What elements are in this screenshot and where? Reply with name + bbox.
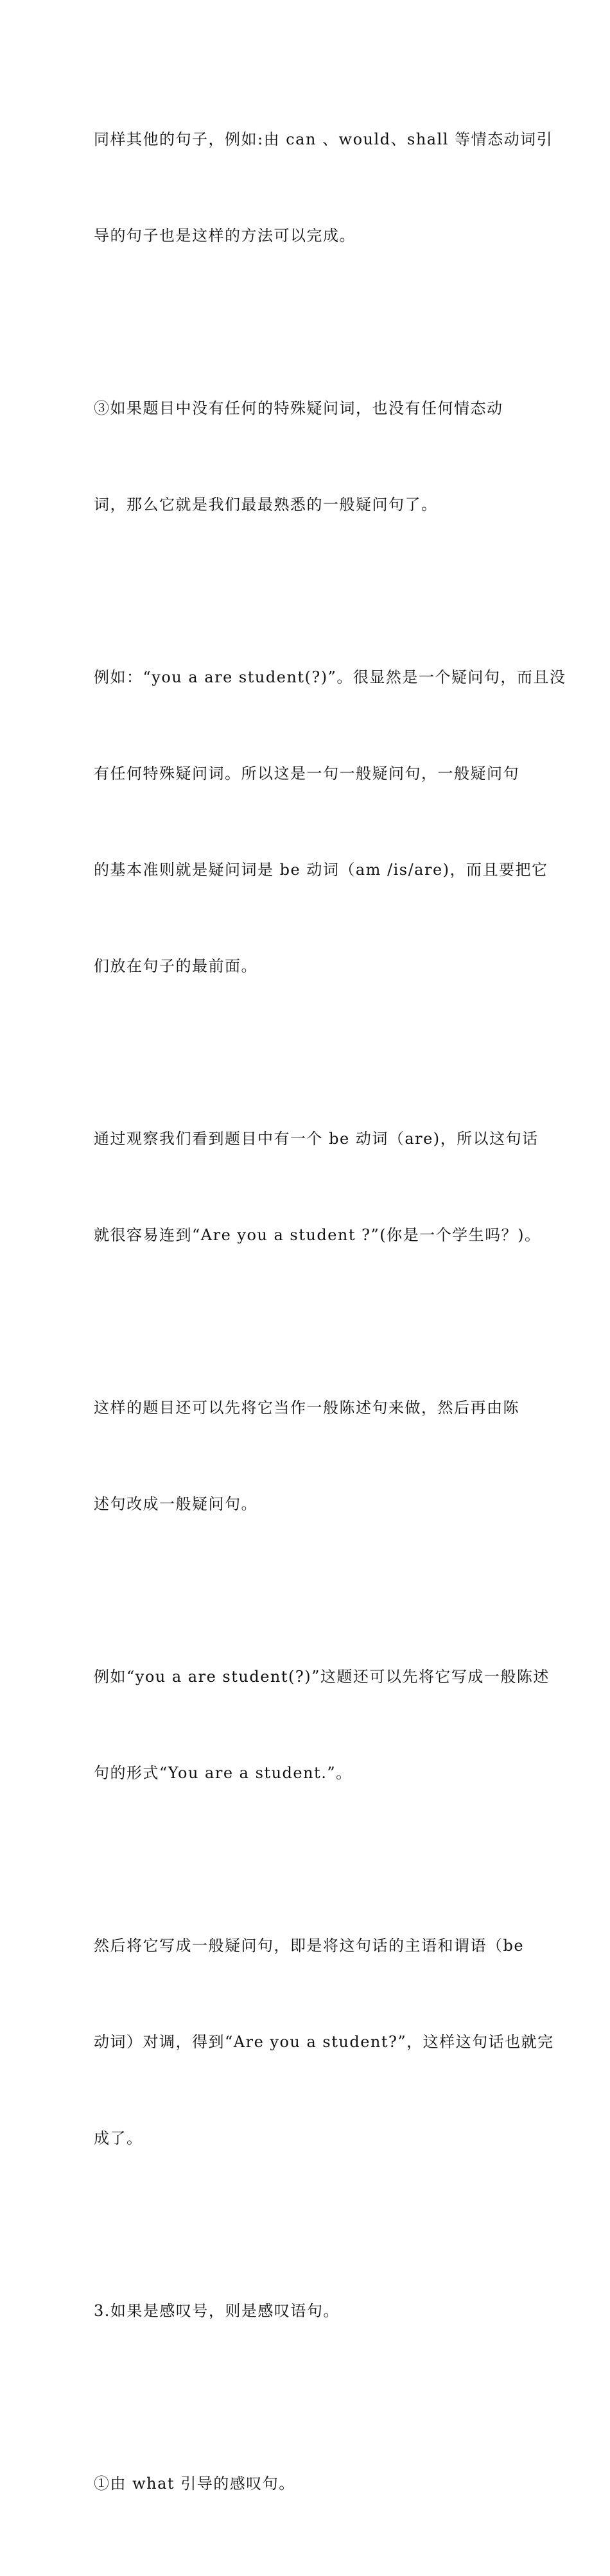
paragraph-example-1: [94, 597, 566, 1046]
text-line: 然后将它写成一般疑问句，即是将这句话的主语和谓语（be: [94, 1937, 525, 1955]
paragraph-swap: [94, 1865, 554, 2218]
text-line: ①由 what 引导的感叹句。: [94, 2475, 295, 2493]
paragraph-example-2: [94, 1596, 550, 1853]
text-line: 导的句子也是这样的方法可以完成。: [94, 227, 356, 245]
text-line: 例如：“you a are student(?)”。很显然是一个疑问句，而且没: [94, 668, 566, 686]
document-page: [94, 59, 566, 2576]
text-line: 3.如果是感叹号，则是感叹语句。: [94, 2302, 340, 2320]
text-line: 这样的题目还可以先将它当作一般陈述句来做，然后再由陈: [94, 1399, 519, 1417]
text-line: 通过观察我们看到题目中有一个 be 动词（are)，所以这句话: [94, 1130, 539, 1148]
text-line: 例如“you a are student(?)”这题还可以先将它写成一般陈述: [94, 1668, 550, 1686]
paragraph-modal-verbs: [94, 59, 553, 316]
text-line: 就很容易连到“Are you a student ?”(你是一个学生吗？)。: [94, 1226, 541, 1244]
text-line: 的基本准则就是疑问词是 be 动词（am /is/are)，而且要把它: [94, 861, 548, 879]
text-line: 述句改成一般疑问句。: [94, 1495, 257, 1513]
text-line: 有任何特殊疑问词。所以这是一句一般疑问句，一般疑问句: [94, 765, 519, 782]
text-line: 成了。: [94, 2129, 143, 2147]
paragraph-what-exclamation: [94, 2403, 520, 2564]
paragraph-method: [94, 1327, 520, 1584]
text-line: 们放在句子的最前面。: [94, 957, 257, 975]
paragraph-exclamation-heading: [94, 2231, 520, 2391]
text-line: 词，那么它就是我们最最熟悉的一般疑问句了。: [94, 496, 438, 514]
paragraph-observation: [94, 1059, 541, 1315]
text-line: 同样其他的句子，例如:由 can 、would、shall 等情态动词引: [94, 130, 553, 148]
text-line: 句的形式“You are a student.”。: [94, 1764, 353, 1782]
text-line: 动词）对调，得到“Are you a student?”，这样这句话也就完: [94, 2033, 554, 2051]
paragraph-general-question: [94, 328, 520, 585]
text-line: ③如果题目中没有任何的特殊疑问词，也没有任何情态动: [94, 399, 503, 417]
